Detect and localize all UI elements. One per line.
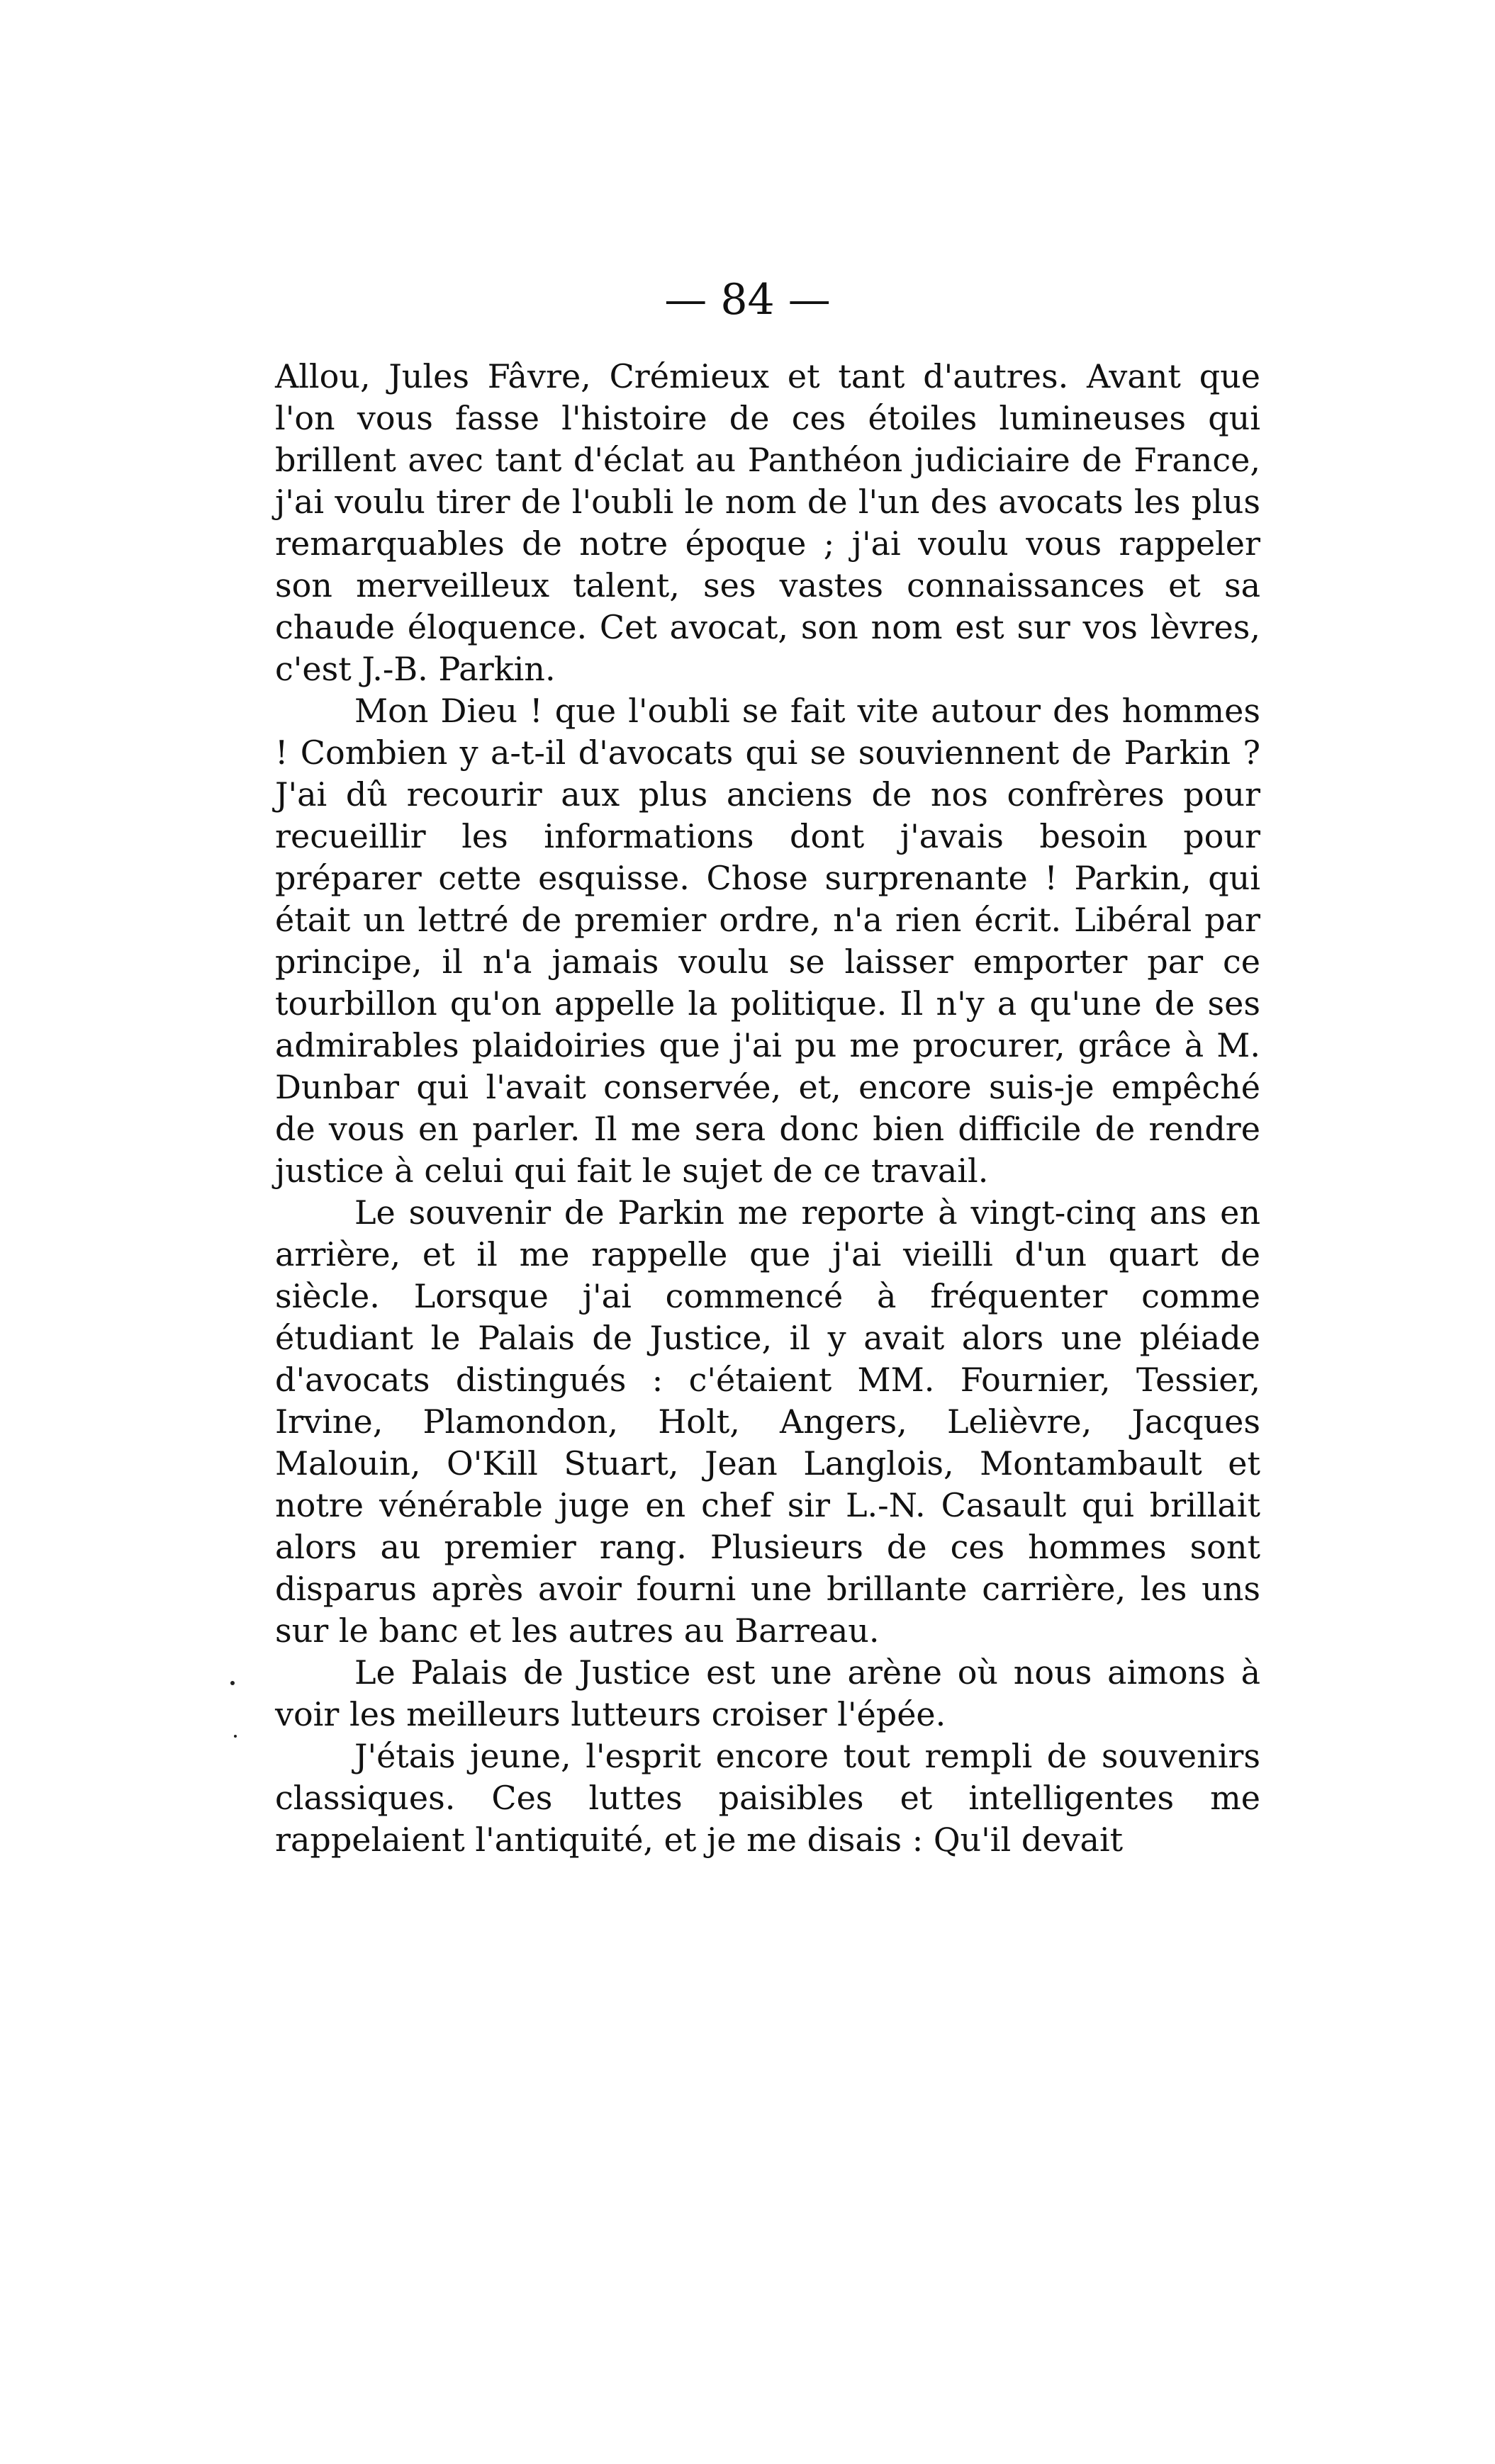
- paragraph-5: J'étais jeune, l'esprit encore tout rempli de souvenirs classiques. Ces luttes paisibles et intelligentes me rappelaient l'antiquité, et je me disais : Qu'il devait: [275, 1737, 1260, 1859]
- ink-speck: [230, 1681, 235, 1685]
- paragraph-4: Le Palais de Justice est une arène où nous aimons à voir les meilleurs lutteurs croiser l'épée.: [275, 1653, 1260, 1733]
- paragraph-1: Allou, Jules Fâvre, Crémieux et tant d'autres. Avant que l'on vous fasse l'histoire de ces étoiles lumineuses qui brillent avec tant d'éclat au Panthéon judiciaire de France, j'ai voulu tirer de l'oubli le nom de l'un des avocats les plus remarquables de notre époque ; j'ai voulu vous rappeler son merveilleux talent, ses vastes connaissances et sa chaude éloquence. Cet avocat, son nom est sur vos lèvres, c'est J.-B. Parkin.: [275, 357, 1260, 688]
- page-number: — 84 —: [664, 275, 831, 325]
- paragraph-2: Mon Dieu ! que l'oubli se fait vite autour des hommes ! Combien y a-t-il d'avocats qui se souviennent de Parkin ? J'ai dû recourir aux plus anciens de nos confrères pour recueillir les informations dont j'avais besoin pour préparer cette esquisse. Chose surprenante ! Parkin, qui était un lettré de premier ordre, n'a rien écrit. Libéral par principe, il n'a jamais voulu se laisser emporter par ce tourbillon qu'on appelle la politique. Il n'y a qu'une de ses admirables plaidoiries que j'ai pu me procurer, grâce à M. Dunbar qui l'avait conservée, et, encore suis-je empêché de vous en parler. Il me sera donc bien difficile de rendre justice à celui qui fait le sujet de ce travail.: [275, 692, 1260, 1190]
- body-text: [275, 356, 1260, 1861]
- ink-speck: [234, 1735, 237, 1738]
- paragraph-3: Le souvenir de Parkin me reporte à vingt-cinq ans en arrière, et il me rappelle que j'ai vieilli d'un quart de siècle. Lorsque j'ai commencé à fréquenter comme étudiant le Palais de Justice, il y avait alors une pléiade d'avocats distingués : c'étaient MM. Fournier, Tessier, Irvine, Plamondon, Holt, Angers, Lelièvre, Jacques Malouin, O'Kill Stuart, Jean Langlois, Montambault et notre vénérable juge en chef sir L.-N. Casault qui brillait alors au premier rang. Plusieurs de ces hommes sont disparus après avoir fourni une brillante carrière, les uns sur le banc et les autres au Barreau.: [275, 1193, 1260, 1650]
